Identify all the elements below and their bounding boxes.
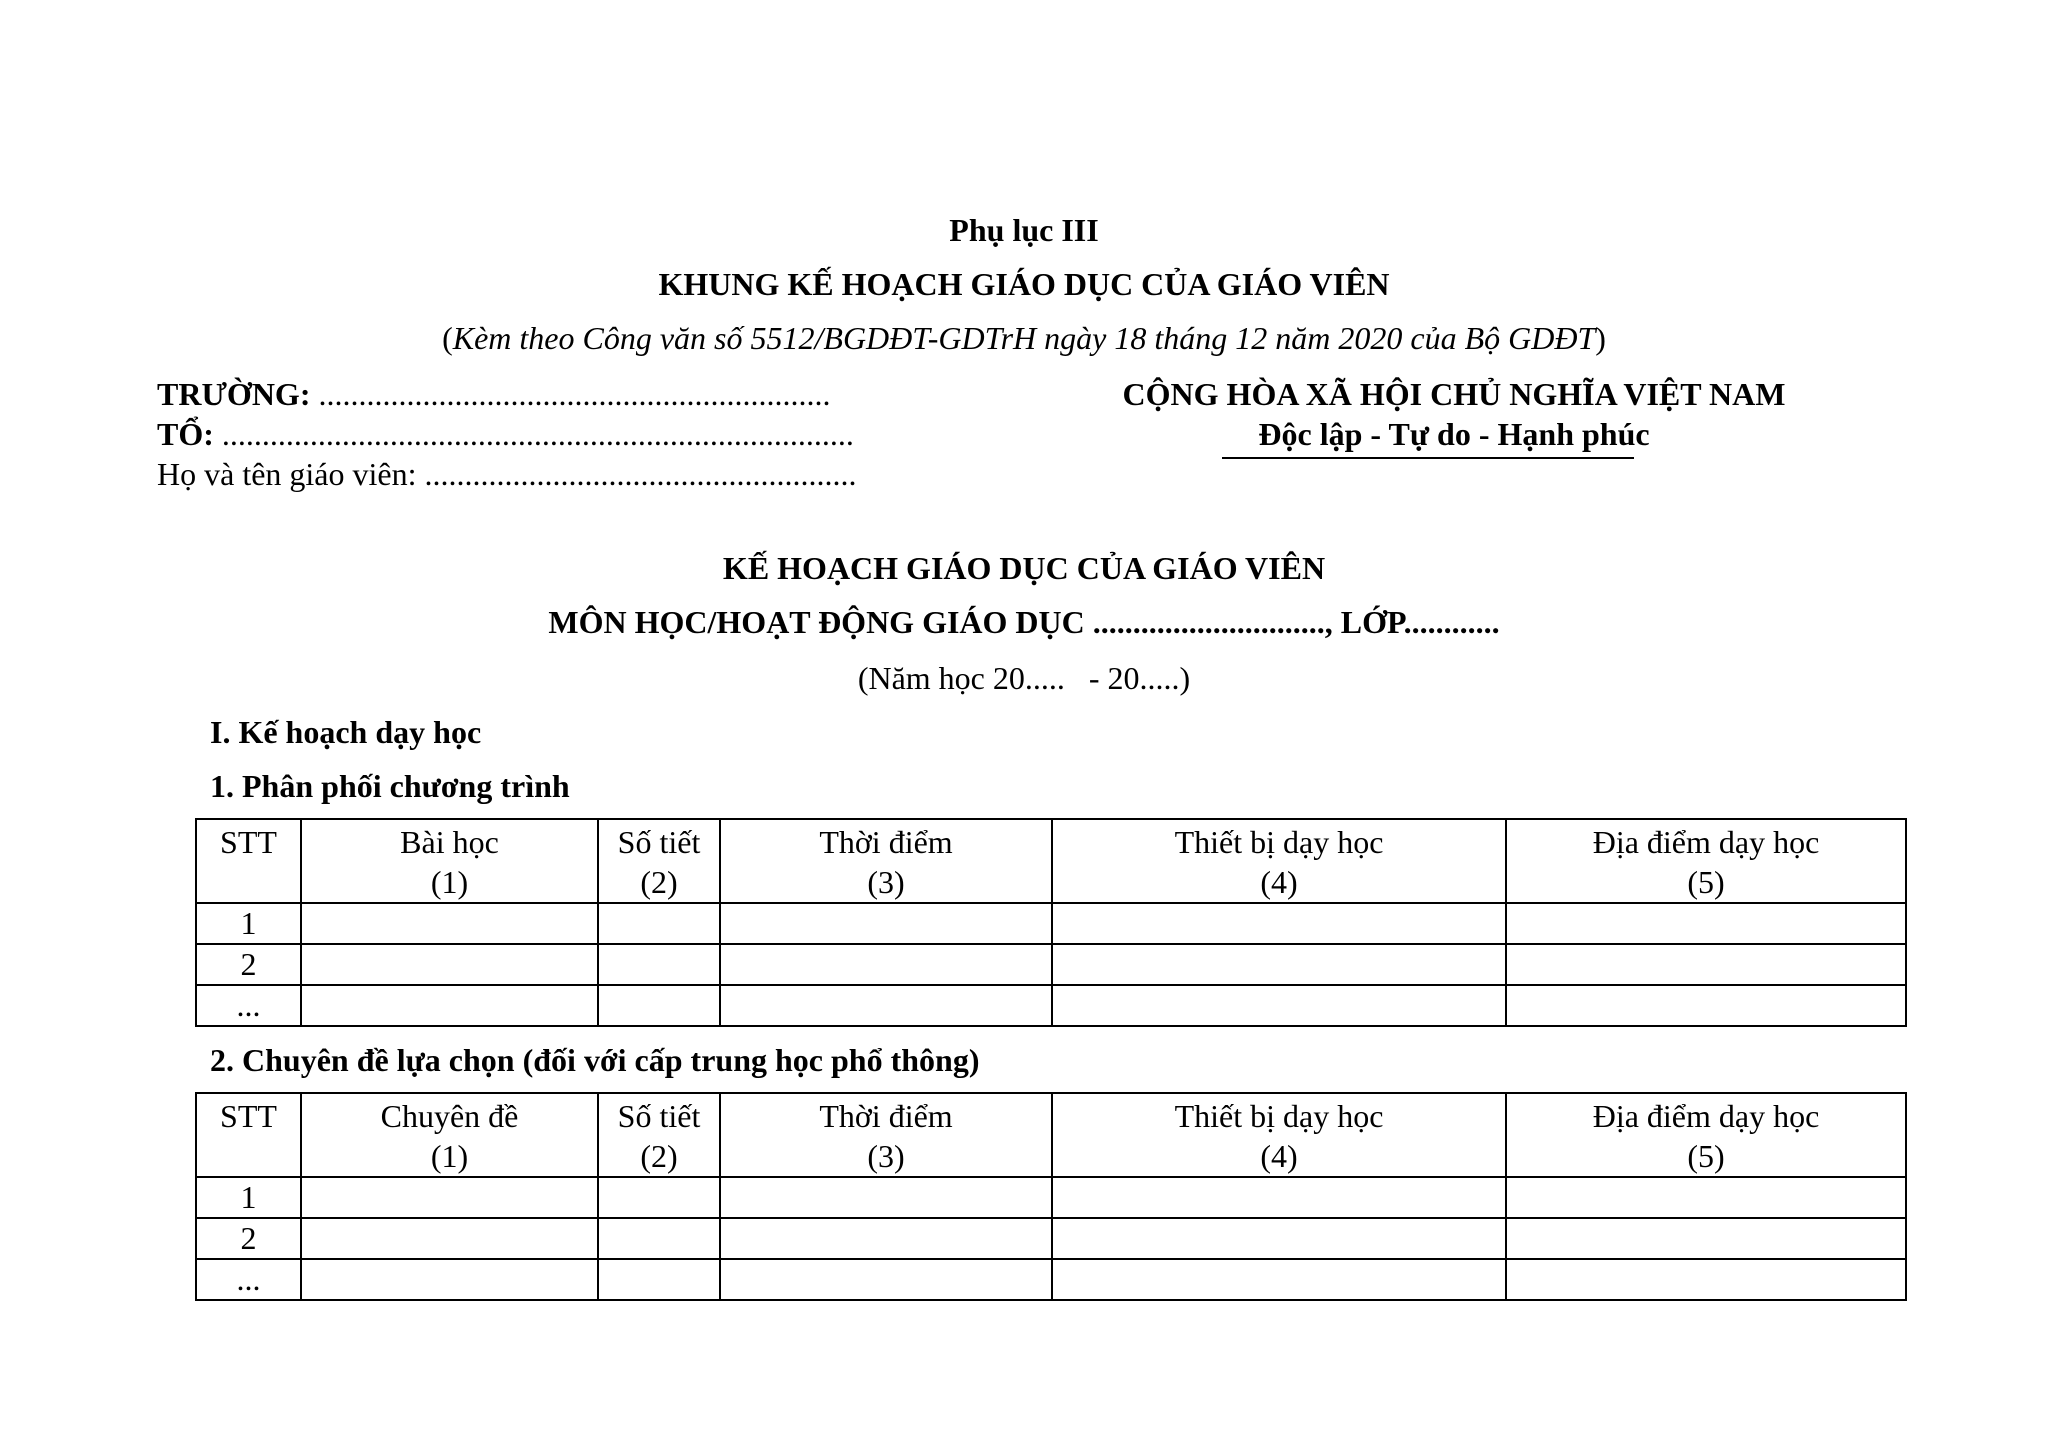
row-number: 1 <box>196 1177 301 1218</box>
elective-topics-table <box>195 1092 1907 1301</box>
table-row <box>196 1218 1906 1259</box>
table-cell[interactable] <box>720 1259 1052 1300</box>
table-row <box>196 1177 1906 1218</box>
table-cell[interactable] <box>1052 1259 1506 1300</box>
table-cell[interactable] <box>598 944 720 985</box>
table-cell[interactable] <box>720 985 1052 1026</box>
subject-line: MÔN HỌC/HOẠT ĐỘNG GIÁO DỤC ............................., LỚP............ <box>548 604 1500 640</box>
table-cell[interactable] <box>1052 1218 1506 1259</box>
table-cell[interactable] <box>598 985 720 1026</box>
teacher-name-field: Họ và tên giáo viên: ...................................................... <box>157 456 857 492</box>
column-header: Thiết bị dạy học (4) <box>1052 819 1506 903</box>
table-row <box>196 1259 1906 1300</box>
column-header: Số tiết (2) <box>598 819 720 903</box>
school-label: TRƯỜNG: <box>157 376 311 412</box>
row-number: ... <box>196 985 301 1026</box>
section-elective-topics: 2. Chuyên đề lựa chọn (đối với cấp trung học phổ thông) <box>210 1042 980 1078</box>
section-program-distribution: 1. Phân phối chương trình <box>210 768 570 804</box>
column-header: Số tiết (2) <box>598 1093 720 1177</box>
table-header-row <box>196 819 1906 903</box>
table-cell[interactable] <box>301 985 598 1026</box>
motto-underline <box>1222 457 1634 459</box>
table-row <box>196 903 1906 944</box>
school-year: (Năm học 20..... - 20.....) <box>857 660 1191 696</box>
table-cell[interactable] <box>1506 903 1906 944</box>
attached-note: (Kèm theo Công văn số 5512/BGDĐT-GDTrH ngày 18 tháng 12 năm 2020 của Bộ GDĐT) <box>442 320 1606 356</box>
table-cell[interactable] <box>598 1259 720 1300</box>
table-cell[interactable] <box>720 1218 1052 1259</box>
table-cell[interactable] <box>1506 985 1906 1026</box>
national-motto: Độc lập - Tự do - Hạnh phúc <box>1258 416 1650 452</box>
table-cell[interactable] <box>720 944 1052 985</box>
row-number: ... <box>196 1259 301 1300</box>
table-cell[interactable] <box>301 1177 598 1218</box>
table-cell[interactable] <box>1506 1259 1906 1300</box>
school-field <box>157 378 830 410</box>
table-cell[interactable] <box>301 1218 598 1259</box>
column-header: STT <box>196 819 301 903</box>
table-cell[interactable] <box>598 1218 720 1259</box>
group-blank: ............................................................................... <box>213 416 854 452</box>
row-number: 2 <box>196 944 301 985</box>
column-header: STT <box>196 1093 301 1177</box>
nation-name: CỘNG HÒA XÃ HỘI CHỦ NGHĨA VIỆT NAM <box>1122 376 1786 412</box>
column-header: Địa điểm dạy học (5) <box>1506 1093 1906 1177</box>
table-cell[interactable] <box>1506 944 1906 985</box>
column-header: Thời điểm (3) <box>720 819 1052 903</box>
table-cell[interactable] <box>1506 1177 1906 1218</box>
program-distribution-table <box>195 818 1907 1027</box>
table-cell[interactable] <box>720 1177 1052 1218</box>
table-cell[interactable] <box>1506 1218 1906 1259</box>
table-header-row <box>196 1093 1906 1177</box>
school-blank: ................................................................ <box>310 376 831 412</box>
table-cell[interactable] <box>301 903 598 944</box>
table-cell[interactable] <box>598 1177 720 1218</box>
column-header: Chuyên đề (1) <box>301 1093 598 1177</box>
column-header: Thiết bị dạy học (4) <box>1052 1093 1506 1177</box>
table-cell[interactable] <box>301 1259 598 1300</box>
plan-title: KẾ HOẠCH GIÁO DỤC CỦA GIÁO VIÊN <box>722 550 1326 586</box>
group-field <box>157 418 854 450</box>
column-header: Địa điểm dạy học (5) <box>1506 819 1906 903</box>
table-cell[interactable] <box>1052 1177 1506 1218</box>
group-label: TỔ: <box>157 416 214 452</box>
row-number: 2 <box>196 1218 301 1259</box>
table-cell[interactable] <box>720 903 1052 944</box>
table-cell[interactable] <box>1052 985 1506 1026</box>
row-number: 1 <box>196 903 301 944</box>
section-teaching-plan: I. Kế hoạch dạy học <box>210 714 482 750</box>
table-cell[interactable] <box>1052 903 1506 944</box>
column-header: Bài học (1) <box>301 819 598 903</box>
table-cell[interactable] <box>301 944 598 985</box>
table-cell[interactable] <box>1052 944 1506 985</box>
table-row <box>196 944 1906 985</box>
table-row <box>196 985 1906 1026</box>
appendix-label: Phụ lục III <box>949 212 1099 248</box>
frame-title: KHUNG KẾ HOẠCH GIÁO DỤC CỦA GIÁO VIÊN <box>658 266 1390 302</box>
table-cell[interactable] <box>598 903 720 944</box>
column-header: Thời điểm (3) <box>720 1093 1052 1177</box>
